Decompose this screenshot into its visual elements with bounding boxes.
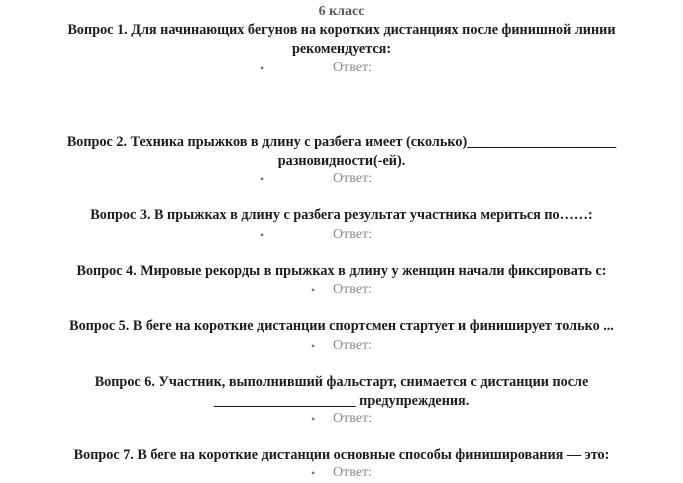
question-4 [14, 262, 669, 281]
answer-4[interactable] [0, 281, 683, 299]
question-1-line-2: рекомендуется: [291, 41, 392, 57]
question-5 [14, 317, 669, 336]
question-3 [14, 206, 669, 225]
question-5-line-1: Вопрос 5. В беге на короткие дистанции спортсмен стартует и финиширует только ... [69, 318, 614, 334]
question-6-line-1: Вопрос 6. Участник, выполнивший фальстарт, снимается с дистанции после [94, 374, 589, 390]
question-2-line-1: Вопрос 2. Техника прыжков в длину с разбега имеет (сколько)_____________________ [66, 134, 617, 150]
bullet-icon: • [260, 228, 265, 242]
question-4-line-1: Вопрос 4. Мировые рекорды в прыжках в длину у женщин начали фиксировать с: [76, 263, 607, 279]
bullet-icon: • [311, 466, 316, 480]
answer-label: Ответ: [333, 227, 372, 242]
question-1 [14, 21, 669, 59]
question-2-line-2: разновидности(-ей). [277, 153, 406, 169]
question-6 [14, 373, 669, 411]
answer-5[interactable] [0, 337, 683, 355]
question-3-line-1: Вопрос 3. В прыжках в длину с разбега результат участника мериться по……: [90, 207, 593, 223]
question-7 [14, 446, 669, 465]
answer-7[interactable] [0, 464, 683, 482]
bullet-icon: • [260, 172, 265, 186]
answer-label: Ответ: [333, 171, 372, 186]
answer-3[interactable] [0, 226, 683, 244]
answer-label: Ответ: [333, 338, 372, 353]
question-7-line-1: Вопрос 7. В беге на короткие дистанции основные способы финиширования — это: [73, 447, 610, 463]
answer-label: Ответ: [333, 60, 372, 75]
question-6-line-2: ____________________ предупреждения. [213, 393, 470, 409]
grade-heading: 6 класс [318, 4, 365, 19]
answer-1[interactable] [0, 59, 683, 77]
bullet-icon: • [311, 283, 316, 297]
answer-label: Ответ: [333, 465, 372, 480]
bullet-icon: • [260, 61, 265, 75]
answer-2[interactable] [0, 170, 683, 188]
answer-label: Ответ: [333, 411, 372, 426]
question-2 [14, 133, 669, 171]
bullet-icon: • [311, 412, 316, 426]
bullet-icon: • [311, 339, 316, 353]
question-1-line-1: Вопрос 1. Для начинающих бегунов на коротких дистанциях после финишной линии [67, 22, 616, 38]
answer-6[interactable] [0, 410, 683, 428]
answer-label: Ответ: [333, 282, 372, 297]
